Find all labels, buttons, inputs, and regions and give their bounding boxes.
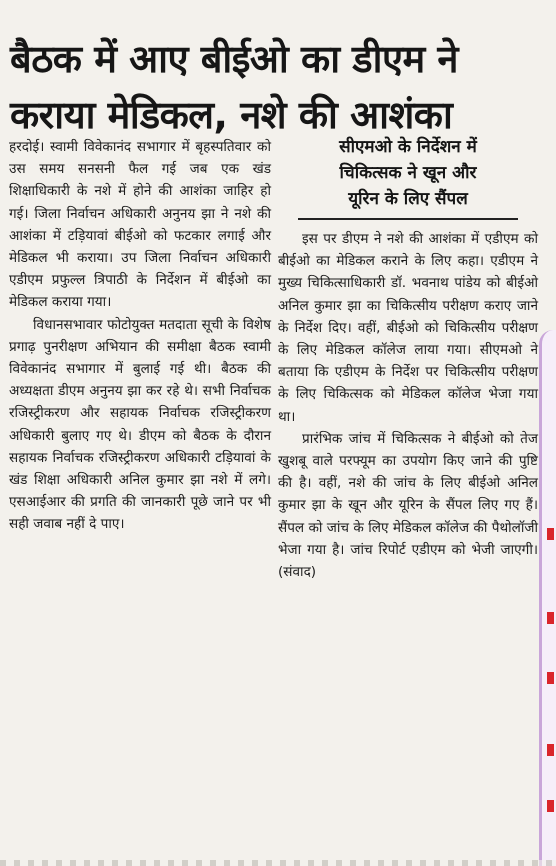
bullet-marker [547,744,554,756]
subheading-line-3: यूरिन के लिए सैंपल [348,189,468,209]
left-column [9,136,271,536]
right-paragraph-1: इस पर डीएम ने नशे की आशंका में एडीएम को बीईओ का मेडिकल कराने के लिए कहा। एडीएम ने मुख्य चिकित्साधिकारी डॉ. भवनाथ पांडेय को बीईओ अनिल कुमार झा का चिकित्सीय परीक्षण कराए जाने के निर्देश दिए। वहीं, बीईओ को चिकित्सीय परीक्षण के लिए मेडिकल कॉलेज लाया गया। सीएमओ ने बताया कि एडीएम के निर्देश पर चिकित्सीय परीक्षण के लिए चिकित्सक को मेडिकल कॉलेज भेजा गया था। [278,231,538,425]
subheading-line-1: सीएमओ के निर्देशन में [339,137,477,157]
bullet-marker [547,612,554,624]
headline-line-1: बैठक में आए बीईओ का डीएम ने [10,37,459,82]
bullet-marker [547,800,554,812]
subheading-rule [298,218,518,220]
bullet-marker [547,672,554,684]
bullet-marker [547,528,554,540]
right-paragraph-2: प्रारंभिक जांच में चिकित्सक ने बीईओ को तेज खुशबू वाले परफ्यूम का उपयोग किए जाने की पुष्टि की है। वहीं, नशे की जांच के लिए बीईओ अनिल कुमार झा के खून और यूरिन के सैंपल लिए गए हैं। सैंपल को जांच के लिए मेडिकल कॉलेज की पैथोलॉजी भेजा गया है। जांच रिपोर्ट एडीएम को भेजी जाएगी। (संवाद) [278,430,538,581]
left-paragraph-2: विधानसभावार फोटोयुक्त मतदाता सूची के विशेष प्रगाढ़ पुनरीक्षण अभियान की समीक्षा बैठक स्वामी विवेकानंद सभागार में बुलाई गई थी। बैठक की अध्यक्षता डीएम अनुनय झा कर रहे थे। सभी निर्वाचक रजिस्ट्रीकरण और सहायक निर्वाचक रजिस्ट्रीकरण अधिकारी बुलाए गए थे। डीएम को बैठक के दौरान सहायक निर्वाचक रजिस्ट्रीकरण अधिकारी टड़ियावां के खंड शिक्षा अधिकारी अनिल कुमार झा नशे में लगे। एसआईआर की प्रगति की जानकारी पूछे जाने पर भी सही जवाब नहीं दे पाए। [9,316,271,533]
left-paragraph-1: हरदोई। स्वामी विवेकानंद सभागार में बृहस्पतिवार को उस समय सनसनी फैल गई जब एक खंड शिक्षाधिकारी के नशे में होने की आशंका जाहिर हो गई। जिला निर्वाचन अधिकारी अनुनय झा ने नशे की आशंका में टड़ियावां बीईओ को फटकार लगाई और मेडिकल भी कराया। उप जिला निर्वाचन अधिकारी एडीएम प्रफुल्ल त्रिपाठी के निर्देशन में बीईओ का मेडिकल कराया गया। [9,139,271,311]
headline [10,31,540,143]
subheading [278,134,538,220]
headline-line-2: कराया मेडिकल, नशे की आशंका [10,93,453,138]
right-column [278,136,538,583]
subheading-line-2: चिकित्सक ने खून और [339,163,477,183]
adjacent-article-edge [539,330,556,866]
page-bottom-edge [0,860,556,866]
